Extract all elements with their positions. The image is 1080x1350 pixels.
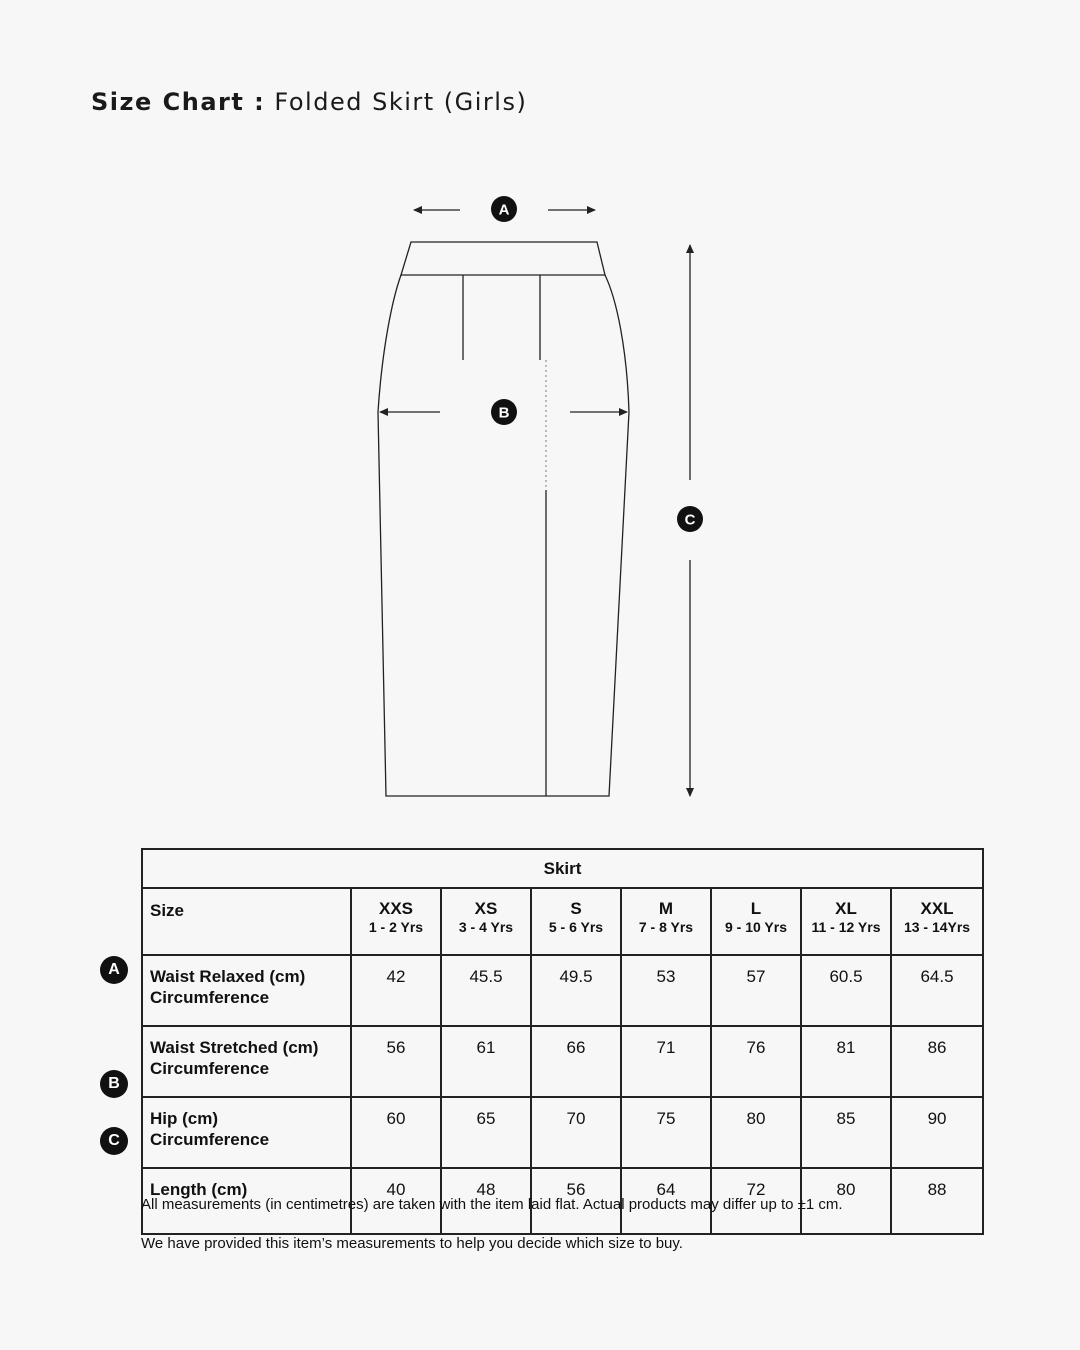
title-light: Folded Skirt (Girls) xyxy=(274,88,528,116)
size-col-m: M 7 - 8 Yrs xyxy=(621,888,711,955)
table-cell: 65 xyxy=(441,1097,531,1168)
table-cell: 76 xyxy=(711,1026,801,1097)
table-cell: 61 xyxy=(441,1026,531,1097)
table-cell: 48 xyxy=(441,1168,531,1234)
row-label-length: Length (cm) xyxy=(142,1168,351,1234)
table-cell: 60 xyxy=(351,1097,441,1168)
table-cell: 64 xyxy=(621,1168,711,1234)
skirt-outline xyxy=(378,242,629,796)
row-marker-a: A xyxy=(100,956,128,984)
table-cell: 81 xyxy=(801,1026,891,1097)
table-row xyxy=(142,955,983,1026)
table-cell: 56 xyxy=(531,1168,621,1234)
size-header-row xyxy=(142,888,983,955)
size-col-s: S 5 - 6 Yrs xyxy=(531,888,621,955)
row-marker-c: C xyxy=(100,1127,128,1155)
marker-c-label: C xyxy=(684,511,696,529)
table-cell: 75 xyxy=(621,1097,711,1168)
table-cell: 49.5 xyxy=(531,955,621,1026)
size-col-xl: XL 11 - 12 Yrs xyxy=(801,888,891,955)
row-label-waist-relaxed: Waist Relaxed (cm) Circumference xyxy=(142,955,351,1026)
table-cell: 57 xyxy=(711,955,801,1026)
row-label-hip: Hip (cm) Circumference xyxy=(142,1097,351,1168)
table-cell: 72 xyxy=(711,1168,801,1234)
title-bold: Size Chart : xyxy=(91,88,266,116)
row-label-waist-stretched: Waist Stretched (cm) Circumference xyxy=(142,1026,351,1097)
row-marker-b: B xyxy=(100,1070,128,1098)
size-col-xxl: XXL 13 - 14Yrs xyxy=(891,888,983,955)
table-cell: 42 xyxy=(351,955,441,1026)
table-cell: 70 xyxy=(531,1097,621,1168)
table-cell: 90 xyxy=(891,1097,983,1168)
table-cell: 40 xyxy=(351,1168,441,1234)
measure-length-arrow xyxy=(677,245,703,796)
measure-hip-arrow xyxy=(380,399,627,425)
note-help: We have provided this item’s measurements to help you decide which size to buy. xyxy=(141,1235,683,1252)
table-cell: 45.5 xyxy=(441,955,531,1026)
size-table xyxy=(141,848,984,1235)
table-cell: 85 xyxy=(801,1097,891,1168)
table-cell: 60.5 xyxy=(801,955,891,1026)
size-header-label: Size xyxy=(142,888,351,955)
size-col-l: L 9 - 10 Yrs xyxy=(711,888,801,955)
measure-waist-arrow xyxy=(414,196,595,222)
table-row xyxy=(142,1026,983,1097)
marker-b-label: B xyxy=(498,404,510,422)
table-cell: 80 xyxy=(801,1168,891,1234)
size-col-xxs: XXS 1 - 2 Yrs xyxy=(351,888,441,955)
table-cell: 66 xyxy=(531,1026,621,1097)
table-cell: 56 xyxy=(351,1026,441,1097)
table-cell: 53 xyxy=(621,955,711,1026)
size-col-xs: XS 3 - 4 Yrs xyxy=(441,888,531,955)
table-cell: 80 xyxy=(711,1097,801,1168)
note-measurements: All measurements (in centimetres) are taken with the item laid flat. Actual products may differ up to ±1 cm. xyxy=(141,1196,843,1213)
table-cell: 88 xyxy=(891,1168,983,1234)
table-cell: 86 xyxy=(891,1026,983,1097)
marker-a-label: A xyxy=(498,201,510,219)
table-cell: 64.5 xyxy=(891,955,983,1026)
table-cell: 71 xyxy=(621,1026,711,1097)
table-caption: Skirt xyxy=(142,849,983,888)
table-row xyxy=(142,1097,983,1168)
